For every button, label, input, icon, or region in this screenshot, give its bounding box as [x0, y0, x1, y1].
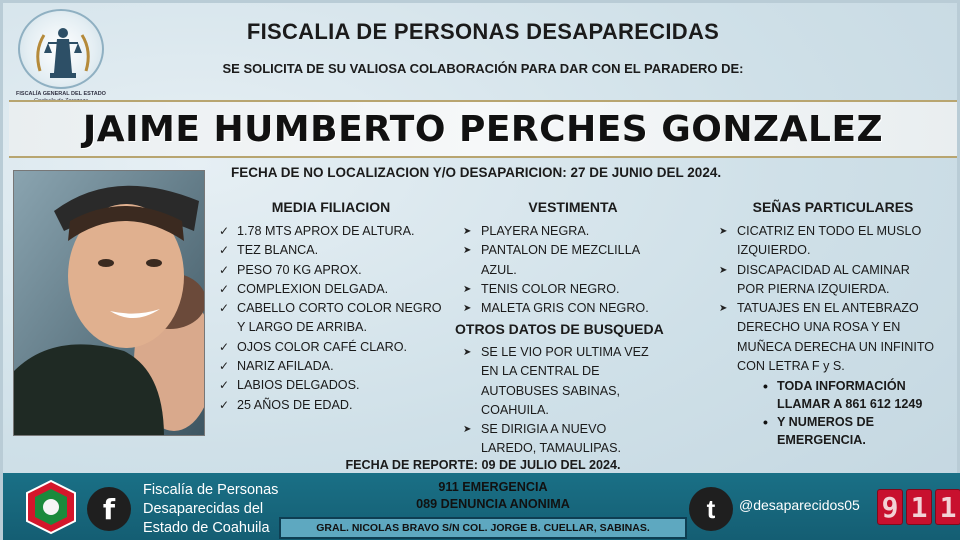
list-item: ✓ LABIOS DELGADOS. — [215, 376, 447, 395]
list-item: • Y NUMEROS DE EMERGENCIA. — [763, 414, 875, 447]
page-subtitle: SE SOLICITA DE SU VALIOSA COLABORACIÓN PARA DAR CON EL PARADERO DE: — [222, 61, 744, 76]
vestimenta-heading: VESTIMENTA — [528, 199, 618, 215]
senas-heading: SEÑAS PARTICULARES — [752, 199, 914, 215]
list-item: ➤ SE DIRIGIA A NUEVO LAREDO, TAMAULIPAS. — [463, 422, 621, 456]
arrow-icon: ➤ — [463, 424, 472, 436]
check-icon: ✓ — [219, 339, 230, 354]
fiscalia-logo — [11, 9, 111, 109]
contact-list — [755, 377, 945, 449]
list-item: ✓ 1.78 MTS APROX DE ALTURA. — [215, 222, 447, 241]
emergency-line: 911 EMERGENCIA — [438, 480, 548, 494]
senas-list — [715, 222, 940, 376]
office-address: GRAL. NICOLAS BRAVO S/N COL. JORGE B. CUELLAR, SABINAS. — [279, 517, 687, 539]
check-icon: ✓ — [219, 281, 230, 296]
vestimenta-list — [459, 222, 671, 318]
arrow-icon: ➤ — [463, 283, 472, 295]
person-name: JAIME HUMBERTO PERCHES GONZALEZ — [82, 108, 884, 150]
list-item: ➤ CICATRIZ EN TODO EL MUSLO IZQUIERDO. — [719, 224, 922, 258]
missing-date-line: FECHA DE NO LOCALIZACION Y/O DESAPARICION: 27 DE JUNIO DEL 2024. — [231, 165, 722, 180]
check-icon: ✓ — [219, 243, 230, 258]
otros-datos-heading: OTROS DATOS DE BUSQUEDA — [455, 321, 664, 337]
anonymous-report-line: 089 DENUNCIA ANONIMA — [416, 497, 570, 511]
check-icon: ✓ — [219, 359, 230, 374]
check-icon: ✓ — [219, 262, 230, 277]
twitter-handle[interactable]: @desaparecidos05 — [739, 497, 860, 513]
list-item: ✓ COMPLEXION DELGADA. — [215, 280, 447, 299]
list-item: ✓ PESO 70 KG APROX. — [215, 261, 447, 280]
list-item: ✓ NARIZ AFILADA. — [215, 357, 447, 376]
arrow-icon: ➤ — [463, 347, 472, 358]
fiscalia-seal-icon — [23, 479, 79, 535]
list-item: ✓ TEZ BLANCA. — [215, 241, 447, 260]
list-item: ✓ OJOS COLOR CAFÉ CLARO. — [215, 338, 447, 357]
list-item: ✓ 25 AÑOS DE EDAD. — [215, 396, 447, 415]
badge-digit: 1 — [935, 489, 960, 525]
check-icon: ✓ — [219, 378, 230, 393]
bullet-icon: • — [763, 378, 768, 394]
arrow-icon: ➤ — [719, 226, 728, 237]
list-item: ➤ PANTALON DE MEZCLILLA AZUL. — [463, 243, 640, 277]
facebook-icon[interactable]: f — [87, 487, 131, 531]
media-filiacion-list — [215, 222, 447, 415]
bullet-icon: • — [763, 414, 768, 430]
list-item: ➤ TATUAJES EN EL ANTEBRAZO DERECHO UNA ROSA Y EN MUÑECA DERECHA UN INFINITO CON LETRA F y S. — [719, 301, 935, 374]
list-item: ✓ CABELLO CORTO COLOR NEGRO Y LARGO DE ARRIBA. — [219, 301, 442, 335]
check-icon: ✓ — [219, 224, 230, 238]
facebook-page-name[interactable]: Fiscalía de Personas Desaparecidas del Estado de Coahuila — [143, 482, 279, 536]
name-band — [9, 100, 957, 158]
arrow-icon: ➤ — [463, 245, 472, 257]
emergency-911-badge — [877, 489, 960, 525]
list-item: ➤ MALETA GRIS CON NEGRO. — [459, 299, 671, 318]
page-title: FISCALIA DE PERSONAS DESAPARECIDAS — [246, 19, 720, 44]
list-item: ➤ PLAYERA NEGRA. — [459, 222, 671, 241]
list-item: ➤ SE LE VIO POR ULTIMA VEZ EN LA CENTRAL DE AUTOBUSES SABINAS, COAHUILA. — [463, 345, 649, 417]
otros-datos-list — [459, 343, 664, 459]
list-item: ➤ TENIS COLOR NEGRO. — [459, 280, 671, 299]
badge-digit: 1 — [906, 489, 932, 525]
twitter-icon[interactable]: t — [689, 487, 733, 531]
report-date: FECHA DE REPORTE: 09 DE JULIO DEL 2024. — [345, 458, 621, 472]
list-item: ➤ DISCAPACIDAD AL CAMINAR POR PIERNA IZQUIERDA. — [719, 262, 910, 296]
check-icon: ✓ — [219, 301, 230, 316]
arrow-icon: ➤ — [719, 303, 728, 315]
media-filiacion-heading: MEDIA FILIACION — [271, 199, 391, 215]
check-icon: ✓ — [219, 397, 230, 412]
arrow-icon: ➤ — [463, 226, 472, 237]
arrow-icon: ➤ — [463, 303, 472, 315]
logo-caption: FISCALÍA GENERAL DEL ESTADO — [16, 91, 106, 97]
arrow-icon: ➤ — [719, 264, 728, 276]
list-item: • TODA INFORMACIÓN LLAMAR A 861 612 1249 — [763, 378, 923, 411]
person-photo — [13, 170, 205, 436]
badge-digit: 9 — [877, 489, 903, 525]
justice-emblem-icon — [18, 9, 104, 89]
